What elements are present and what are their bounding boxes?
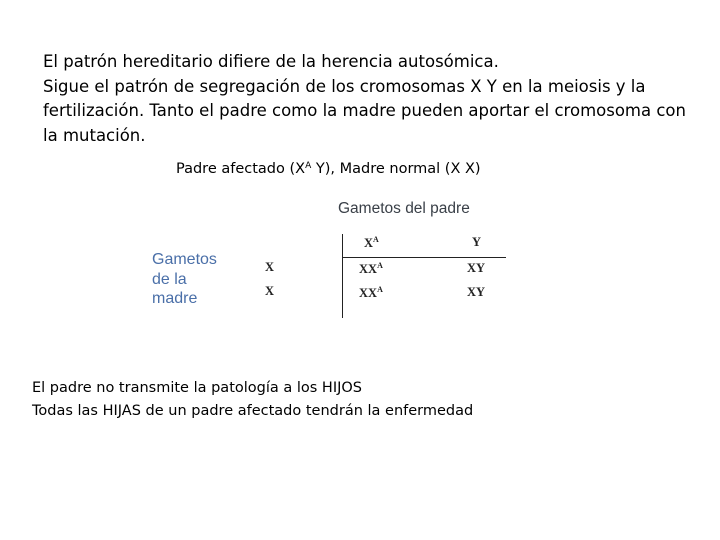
punnett-cell: $XX^A$ [359,285,383,300]
punnett-horizontal-divider [342,257,506,258]
subtitle-suffix: Y), Madre normal (X X) [311,161,481,177]
intro-line: la mutación. [43,125,146,145]
punnett-cell: XY [467,261,486,275]
punnett-cell: XY [467,285,486,299]
mother-gamete-x: X [265,284,275,298]
father-gametes-title: Gametos del padre [338,200,470,217]
mother-gametes-title [152,250,217,309]
father-gamete-xa: $X^A$ [364,235,379,250]
subtitle-superscript: A [305,161,312,171]
conclusion-line: El padre no transmite la patología a los HIJOS [32,380,363,396]
conclusion-line: Todas las HIJAS de un padre afectado tendrán la enfermedad [32,402,474,419]
mother-title-line: madre [152,290,198,307]
conclusion-text [32,377,473,422]
intro-line: El patrón hereditario difiere de la herencia autosómica. [43,52,499,71]
mother-title-line: de la [152,270,187,288]
punnett-cell: $XX^A$ [359,261,383,276]
cross-subtitle [176,161,481,177]
subtitle-prefix: Padre afectado (X [176,161,306,177]
father-gamete-y: Y [472,235,482,249]
punnett-vertical-divider [342,234,343,318]
intro-line: fertilización. Tanto el padre como la madre pueden aportar el cromosoma con [43,101,686,120]
intro-line: Sigue el patrón de segregación de los cromosomas X Y en la meiosis y la [43,76,646,96]
intro-paragraph [43,50,713,148]
mother-gamete-x: X [265,260,275,274]
mother-title-line: Gametos [152,251,217,268]
